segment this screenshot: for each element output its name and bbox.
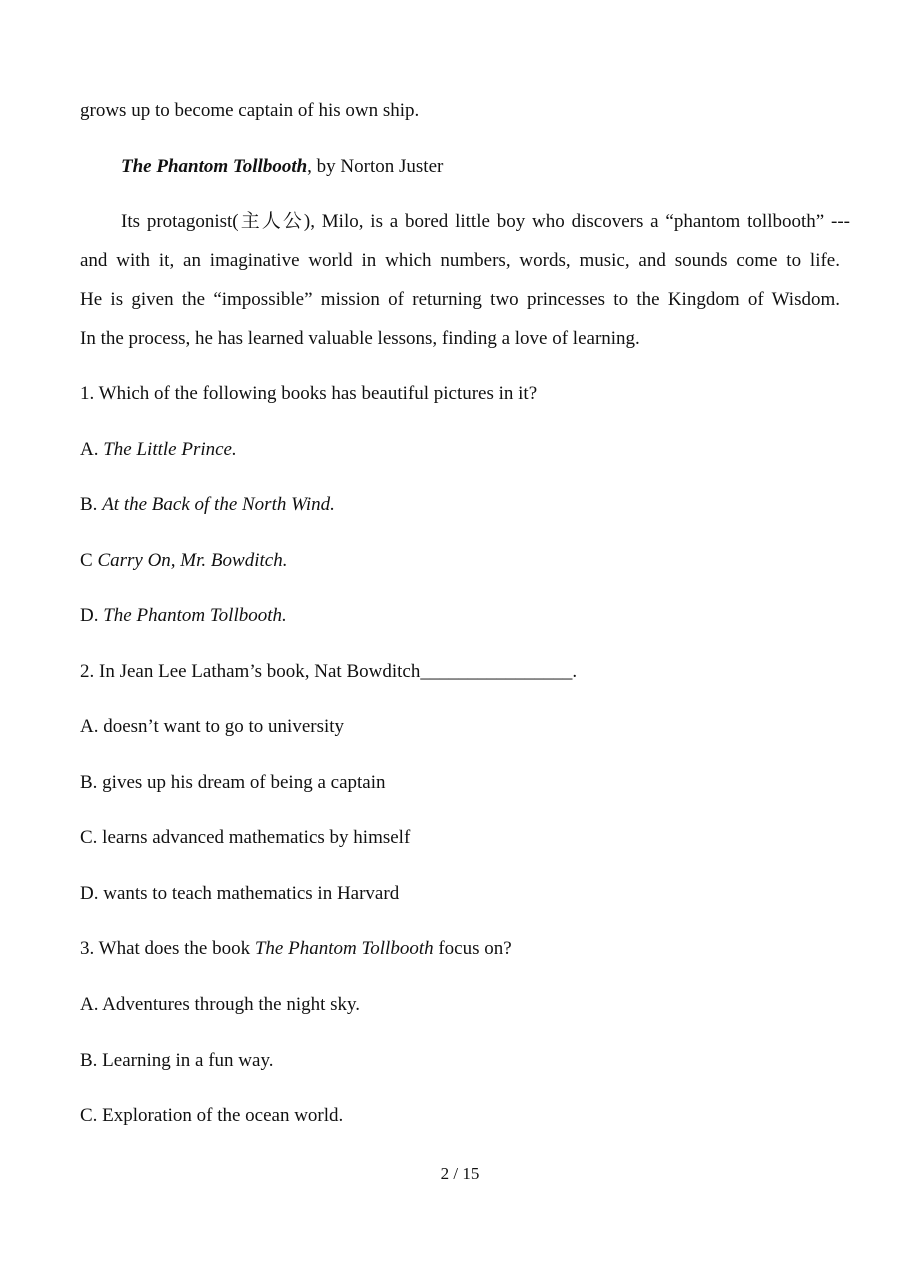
question-stem-title: The Phantom Tollbooth [254,938,434,959]
question-stem-text: 2. In Jean Lee Latham’s book, Nat Bowditch [80,661,421,682]
question-stem-pre: 3. What does the book [80,938,255,959]
question-1-option-a [80,439,237,461]
question-2-option-c: C. learns advanced mathematics by himself [80,827,411,848]
continuation-text: grows up to become captain of his own ship. [80,100,420,121]
question-1-option-b [80,494,335,516]
book-title: The Phantom Tollbooth [121,156,308,177]
question-3-stem [80,938,512,960]
question-2-option-b: B. gives up his dream of being a captain [80,772,386,793]
question-2-option-a: A. doesn’t want to go to university [80,716,345,737]
question-1-option-d [80,605,287,627]
page-footer [0,1163,920,1185]
option-letter: B. [80,494,103,515]
book-entry-heading [121,156,443,178]
question-2-option-d: D. wants to teach mathematics in Harvard [80,883,400,904]
question-stem-post: focus on? [433,938,512,959]
question-stem-end: . [572,661,578,682]
question-3-option-b: B. Learning in a fun way. [80,1050,274,1071]
book-author: , by Norton Juster [307,156,444,177]
question-1-stem: 1. Which of the following books has beautiful pictures in it? [80,383,538,404]
answer-blank: ________________ [420,661,573,682]
option-text: Carry On, Mr. Bowditch. [97,550,288,571]
option-letter: D. [80,605,104,626]
option-letter: A. [80,439,104,460]
question-2-stem [80,661,577,683]
question-3-option-c: C. Exploration of the ocean world. [80,1105,344,1126]
option-text: The Little Prince. [103,439,237,460]
page-separator: / [449,1164,463,1183]
page-number: 2 [440,1164,450,1183]
paragraph-line-4: In the process, he has learned valuable lessons, finding a love of learning. [80,328,640,349]
question-1-option-c [80,550,287,572]
total-pages: 15 [462,1164,480,1183]
option-letter: C [80,550,98,571]
paragraph-line-2: and with it, an imaginative world in which numbers, words, music, and sounds come to life. [80,250,840,271]
option-text: At the Back of the North Wind. [102,494,335,515]
paragraph-line-3: He is given the “impossible” mission of returning two princesses to the Kingdom of Wisdom. [80,289,840,310]
option-text: The Phantom Tollbooth. [103,605,287,626]
paragraph-line-1: Its protagonist(主人公), Milo, is a bored little boy who discovers a “phantom tollbooth” --- [121,211,850,232]
question-3-option-a: A. Adventures through the night sky. [80,994,361,1015]
